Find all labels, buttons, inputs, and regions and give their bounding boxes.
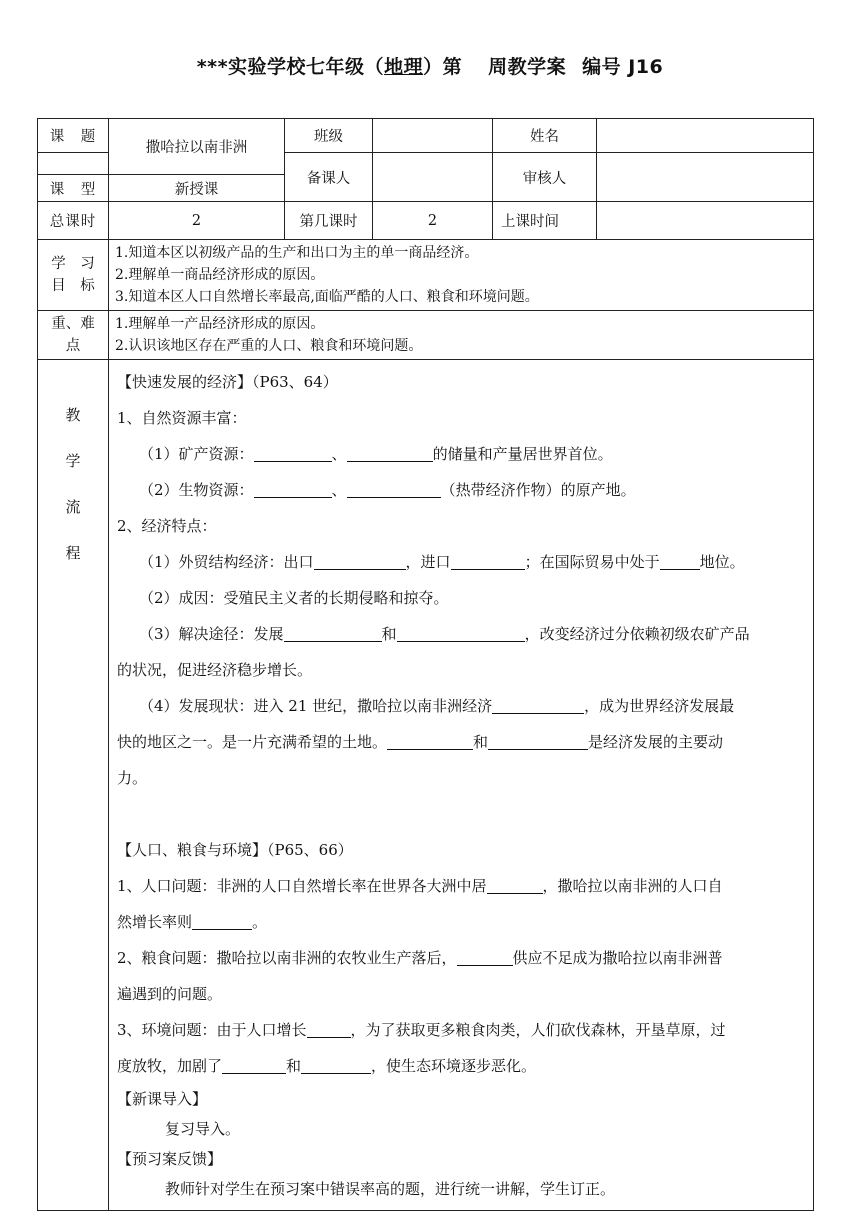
blank[interactable] <box>222 1053 286 1074</box>
total-hours-value: 2 <box>109 202 285 240</box>
process-label-char: 流 <box>65 498 81 516</box>
item-food: 2、粮食问题：撒哈拉以南非洲的农牧业生产落后， 供应不足成为撒哈拉以南非洲普 <box>117 940 807 976</box>
item-solution-cont: 的状况，促进经济稳步增长。 <box>117 661 313 679</box>
keypoints-label-bottom: 点 <box>65 338 81 354</box>
blank[interactable] <box>451 549 525 570</box>
topic-value: 撒哈拉以南非洲 <box>109 119 285 175</box>
section-feedback-title: 【预习案反馈】 <box>117 1150 223 1168</box>
intro-body: 复习导入。 <box>165 1120 241 1138</box>
class-time-label: 上课时间 <box>493 202 597 240</box>
section-population-title: 【人口、粮食与环境】（P65、66） <box>117 841 353 859</box>
item-environment: 3、环境问题：由于人口增长 ，为了获取更多粮食肉类，人们砍伐森林，开垦草原，过 <box>117 1012 807 1048</box>
section-economy-title: 【快速发展的经济】（P63、64） <box>117 373 338 391</box>
process-label <box>38 360 109 1211</box>
reviewer-value[interactable] <box>597 153 814 202</box>
process-content <box>109 360 814 1211</box>
process-label-char: 教 <box>65 406 81 424</box>
item-features: 2、经济特点： <box>117 517 217 535</box>
blank[interactable] <box>192 909 252 930</box>
item-minerals: （1）矿产资源： 、 的储量和产量居世界首位。 <box>117 436 807 472</box>
blank[interactable] <box>284 621 382 642</box>
lesson-number-value: 2 <box>373 202 493 240</box>
name-value[interactable] <box>597 119 814 153</box>
goal-item: 3.知道本区人口自然增长率最高,面临严酷的人口、粮食和环境问题。 <box>115 289 539 305</box>
item-biological: （2）生物资源： 、 （热带经济作物）的原产地。 <box>117 472 807 508</box>
class-value[interactable] <box>373 119 493 153</box>
page-title <box>0 52 860 79</box>
keypoints-content <box>109 311 814 360</box>
title-code: 编号 J16 <box>582 56 664 78</box>
item-population: 1、人口问题：非洲的人口自然增长率在世界各大洲中居 ，撒哈拉以南非洲的人口自 <box>117 868 807 904</box>
type-label: 课 型 <box>38 175 109 202</box>
blank[interactable] <box>307 1017 351 1038</box>
reviewer-label: 审核人 <box>493 153 597 202</box>
blank[interactable] <box>347 477 441 498</box>
section-intro-title: 【新课导入】 <box>117 1090 208 1108</box>
lesson-plan-table <box>37 118 814 1211</box>
goals-content <box>109 240 814 311</box>
keypoint-item: 1.理解单一产品经济形成的原因。 <box>115 316 325 332</box>
title-middle: ）第 <box>423 56 463 78</box>
blank[interactable] <box>254 477 332 498</box>
goals-label <box>38 240 109 311</box>
feedback-body: 教师针对学生在预习案中错误率高的题，进行统一讲解，学生订正。 <box>165 1180 616 1198</box>
blank[interactable] <box>488 729 588 750</box>
topic-label-cont <box>38 153 109 175</box>
goals-label-bottom: 目 标 <box>51 278 95 294</box>
keypoints-label <box>38 311 109 360</box>
item-environment-cont: 度放牧，加剧了 和 ，使生态环境逐步恶化。 <box>117 1048 807 1084</box>
topic-label: 课 题 <box>38 119 109 153</box>
item-solution: （3）解决途径：发展 和 ，改变经济过分依赖初级农矿产品 <box>117 616 807 652</box>
title-prefix: ***实验学校七年级（ <box>196 56 385 78</box>
goals-label-top: 学 习 <box>51 256 95 272</box>
process-label-char: 程 <box>65 544 81 562</box>
class-time-value[interactable] <box>597 202 814 240</box>
keypoints-label-top: 重、难 <box>51 316 95 332</box>
blank[interactable] <box>660 549 700 570</box>
name-label: 姓名 <box>493 119 597 153</box>
goal-item: 2.理解单一商品经济形成的原因。 <box>115 267 325 283</box>
item-cause: （2）成因：受殖民主义者的长期侵略和掠夺。 <box>139 589 449 607</box>
item-status-end: 力。 <box>117 769 148 787</box>
preparer-value[interactable] <box>373 153 493 202</box>
item-resources: 1、自然资源丰富： <box>117 409 247 427</box>
lesson-number-label: 第几课时 <box>285 202 373 240</box>
blank[interactable] <box>387 729 473 750</box>
item-status-cont: 快的地区之一。是一片充满希望的土地。 和 是经济发展的主要动 <box>117 724 807 760</box>
title-suffix: 周教学案 <box>488 56 567 78</box>
title-subject: 地理 <box>384 56 424 78</box>
process-label-char: 学 <box>65 452 81 470</box>
item-food-cont: 遍遇到的问题。 <box>117 985 223 1003</box>
type-value: 新授课 <box>109 175 285 202</box>
blank[interactable] <box>457 945 513 966</box>
total-hours-label: 总课时 <box>38 202 109 240</box>
preparer-label: 备课人 <box>285 153 373 202</box>
class-label: 班级 <box>285 119 373 153</box>
blank[interactable] <box>314 549 406 570</box>
blank[interactable] <box>301 1053 371 1074</box>
item-trade: （1）外贸结构经济：出口 ，进口 ；在国际贸易中处于 地位。 <box>117 544 807 580</box>
keypoint-item: 2.认识该地区存在严重的人口、粮食和环境问题。 <box>115 338 423 354</box>
blank[interactable] <box>487 873 543 894</box>
item-status: （4）发展现状：进入 21 世纪，撒哈拉以南非洲经济 ，成为世界经济发展最 <box>117 688 807 724</box>
blank[interactable] <box>492 693 584 714</box>
blank[interactable] <box>254 441 332 462</box>
item-population-cont: 然增长率则 。 <box>117 904 807 940</box>
blank[interactable] <box>397 621 525 642</box>
blank[interactable] <box>347 441 433 462</box>
goal-item: 1.知道本区以初级产品的生产和出口为主的单一商品经济。 <box>115 245 479 261</box>
